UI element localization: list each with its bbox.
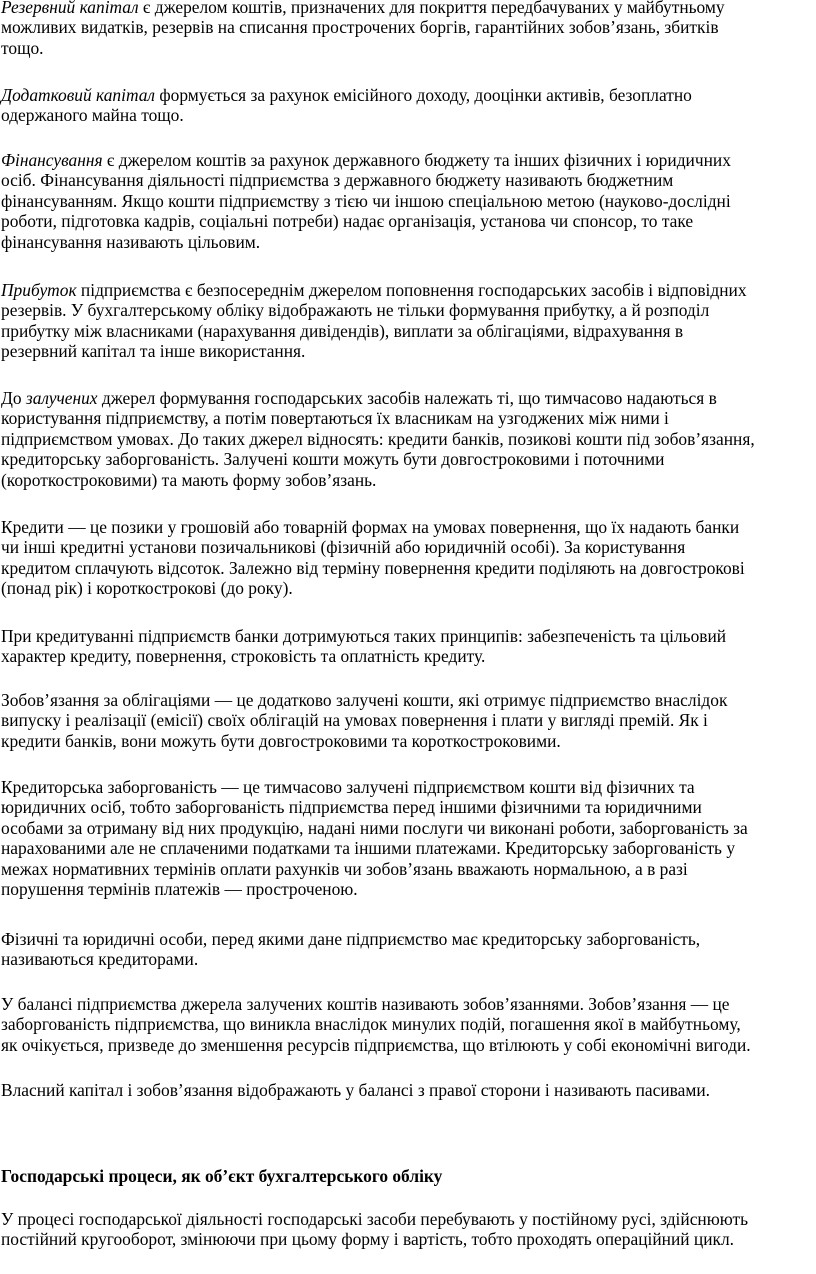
term-attracted: залучених xyxy=(25,388,98,408)
paragraph-bond-liabilities: Зобов’язання за облігаціями — це додатково залучені кошти, які отримує підприємство внаслідок випуску і реалізації (емісії) своїх облігацій на умовах повернення і плати у вигляді премій. Як і кредити банків, вони можуть бути довгостроковими та короткостроковими. xyxy=(1,690,728,751)
paragraph-prefix: До xyxy=(1,388,26,408)
paragraph-reserve-capital xyxy=(1,0,811,58)
term-additional-capital: Додатковий капітал xyxy=(1,85,156,105)
paragraph-financing xyxy=(1,150,811,252)
paragraph-profit xyxy=(1,280,811,362)
paragraph-additional-capital xyxy=(1,85,811,126)
paragraph-equity-liabilities: Власний капітал і зобов’язання відображають у балансі з правої сторони і називають пасивами. xyxy=(1,1080,711,1100)
section-heading: Господарські процеси, як об’єкт бухгалтерського обліку xyxy=(1,1166,443,1186)
paragraph-business-processes: У процесі господарської діяльності господарські засоби перебувають у постійному русі, здійснюють постійний кругооборот, змінюючи при цьому форму і вартість, тобто проходять операційний цикл. xyxy=(1,1209,749,1250)
paragraph-accounts-payable: Кредиторська заборгованість — це тимчасово залучені підприємством кошти від фізичних та юридичних осіб, тобто заборгованість підприємства перед іншими фізичними та юридичними особами за отриману від них продукцію, надані ними послуги чи виконані роботи, заборгованість за нарахованими але не сплаченими податками та іншими платежами. Кредиторську заборгованість у межах нормативних термінів оплати рахунків чи зобов’язань вважають нормальною, а в разі порушення термінів платежів — простроченою. xyxy=(1,777,748,900)
term-profit: Прибуток xyxy=(1,280,77,300)
paragraph-creditors: Фізичні та юридичні особи, перед якими дане підприємство має кредиторську заборгованість, називаються кредиторами. xyxy=(1,929,701,970)
paragraph-attracted-sources xyxy=(1,388,811,490)
paragraph-credit-principles: При кредитуванні підприємств банки дотримуються таких принципів: забезпеченість та цільовий характер кредиту, повернення, строковість та оплатність кредиту. xyxy=(1,626,727,667)
term-financing: Фінансування xyxy=(1,150,103,170)
paragraph-text: формується за рахунок емісійного доходу, дооцінки активів, безоплатно одержаного майна тощо. xyxy=(1,85,692,126)
paragraph-liabilities: У балансі підприємства джерела залучених коштів називають зобов’язаннями. Зобов’язання — це заборгованість підприємства, що виникла внаслідок минулих подій, погашення якої в майбутньому, як очікується, призведе до зменшення ресурсів підприємства, що втілюють у собі економічні вигоди. xyxy=(1,994,751,1055)
paragraph-text: є джерелом коштів, призначених для покриття передбачуваних у майбутньому можливих видатків, резервів на списання прострочених боргів, гарантійних зобов’язань, збитків тощо. xyxy=(1,0,725,58)
paragraph-text: підприємства є безпосереднім джерелом поповнення господарських засобів і відповідних резервів. У бухгалтерському обліку відображають не тільки формування прибутку, а й розподіл прибутку між власниками (нарахування дивідендів), виплати за облігаціями, відрахування в резервний капітал та інше використання. xyxy=(1,280,747,362)
paragraph-text: є джерелом коштів за рахунок державного бюджету та інших фізичних і юридичних осіб. Фінансування діяльності підприємства з державного бюджету називають бюджетним фінансуванням. Якщо кошти підприємству з тією чи іншою спеціальною метою (науково-дослідні роботи, підготовка кадрів, соціальні потреби) надає організація, установа чи спонсор, то таке фінансування називають цільовим. xyxy=(1,150,731,252)
paragraph-credits: Кредити — це позики у грошовій або товарній формах на умовах повернення, що їх надають банки чи інші кредитні установи позичальникові (фізичній або юридичній особі). За користування кредитом сплачують відсоток. Залежно від терміну повернення кредити поділяють на довгострокові (понад рік) і короткострокові (до року). xyxy=(1,517,745,599)
term-reserve-capital: Резервний капітал xyxy=(1,0,139,17)
paragraph-text: джерел формування господарських засобів належать ті, що тимчасово надаються в користування підприємству, а потім повертаються їх власникам на узгоджених між ними і підприємством умовах. До таких джерел відносять: кредити банків, позикові кошти під зобов’язання, кредиторську заборгованість. Залучені кошти можуть бути довгостроковими і поточними (короткостроковими) та мають форму зобов’язань. xyxy=(1,388,755,490)
